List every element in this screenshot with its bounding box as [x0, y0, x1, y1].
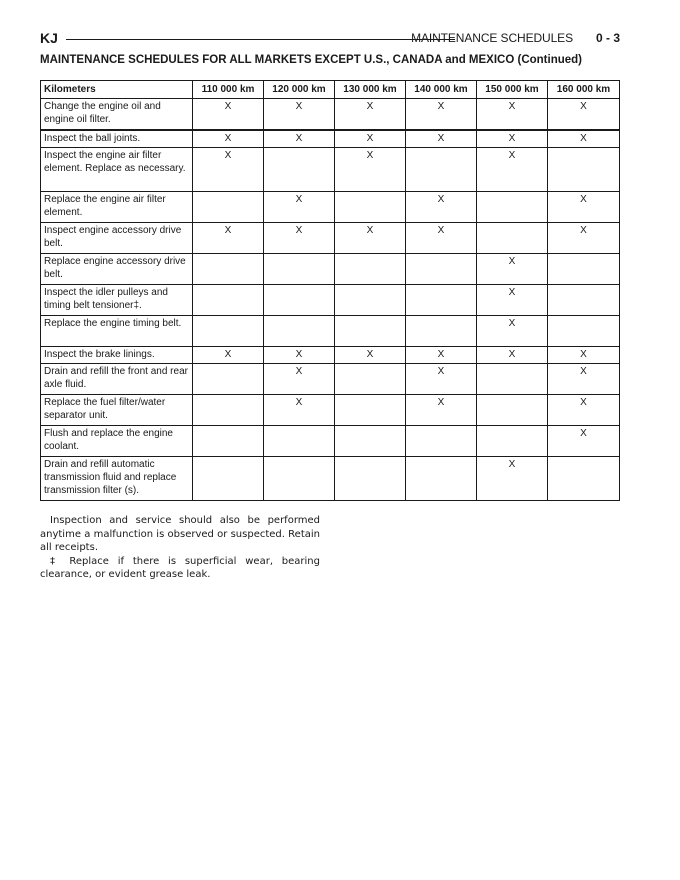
maintenance-schedule-table	[40, 80, 620, 501]
interval-mark-cell: X	[406, 222, 477, 253]
interval-mark-cell	[406, 284, 477, 315]
interval-mark-cell	[335, 253, 406, 284]
table-row	[41, 147, 620, 191]
task-cell: Replace the engine air filter element.	[41, 191, 193, 222]
column-header: 160 000 km	[548, 81, 620, 99]
interval-mark-cell	[335, 363, 406, 394]
interval-mark-cell	[335, 284, 406, 315]
table-row	[41, 363, 620, 394]
table-header-row	[41, 81, 620, 99]
table-row	[41, 425, 620, 456]
interval-mark-cell	[264, 253, 335, 284]
interval-mark-cell	[193, 394, 264, 425]
column-header: 150 000 km	[477, 81, 548, 99]
interval-mark-cell: X	[548, 363, 620, 394]
interval-mark-cell	[264, 315, 335, 346]
interval-mark-cell: X	[193, 99, 264, 130]
interval-mark-cell: X	[477, 130, 548, 148]
table-row	[41, 222, 620, 253]
interval-mark-cell: X	[193, 130, 264, 148]
column-header: 110 000 km	[193, 81, 264, 99]
interval-mark-cell: X	[406, 394, 477, 425]
schedule-title: MAINTENANCE SCHEDULES FOR ALL MARKETS EXCEPT U.S., CANADA and MEXICO (Continued)	[40, 54, 582, 66]
interval-mark-cell: X	[264, 222, 335, 253]
interval-mark-cell: X	[477, 147, 548, 191]
note-paragraph: Inspection and service should also be performed anytime a malfunction is observed or suspected. Retain all receipts.	[40, 515, 320, 553]
interval-mark-cell: X	[264, 363, 335, 394]
interval-mark-cell	[264, 425, 335, 456]
table-row	[41, 315, 620, 346]
interval-mark-cell	[193, 284, 264, 315]
interval-mark-cell: X	[477, 284, 548, 315]
interval-mark-cell	[406, 315, 477, 346]
table-row	[41, 130, 620, 148]
column-header: 140 000 km	[406, 81, 477, 99]
interval-mark-cell	[193, 456, 264, 500]
task-cell: Drain and refill the front and rear axle fluid.	[41, 363, 193, 394]
task-cell: Flush and replace the engine coolant.	[41, 425, 193, 456]
column-header: Kilometers	[41, 81, 193, 99]
interval-mark-cell: X	[477, 315, 548, 346]
interval-mark-cell: X	[335, 99, 406, 130]
interval-mark-cell: X	[477, 253, 548, 284]
page-number: 0 - 3	[595, 31, 620, 45]
interval-mark-cell	[193, 363, 264, 394]
column-header: 130 000 km	[335, 81, 406, 99]
interval-mark-cell: X	[548, 222, 620, 253]
table-row	[41, 253, 620, 284]
task-cell: Inspect engine accessory drive belt.	[41, 222, 193, 253]
interval-mark-cell	[406, 456, 477, 500]
footnote-paragraph: ‡ Replace if there is superficial wear, bearing clearance, or evident grease leak.	[40, 555, 320, 580]
task-cell: Replace the fuel filter/water separator unit.	[41, 394, 193, 425]
interval-mark-cell: X	[264, 191, 335, 222]
interval-mark-cell	[406, 147, 477, 191]
interval-mark-cell	[193, 253, 264, 284]
header-rule	[66, 39, 455, 40]
interval-mark-cell	[477, 394, 548, 425]
interval-mark-cell: X	[335, 147, 406, 191]
interval-mark-cell: X	[548, 99, 620, 130]
interval-mark-cell: X	[193, 147, 264, 191]
task-cell: Change the engine oil and engine oil filter.	[41, 99, 193, 130]
interval-mark-cell: X	[477, 346, 548, 363]
interval-mark-cell	[406, 425, 477, 456]
interval-mark-cell	[477, 363, 548, 394]
interval-mark-cell	[335, 394, 406, 425]
interval-mark-cell: X	[406, 363, 477, 394]
interval-mark-cell: X	[548, 346, 620, 363]
notes	[40, 514, 320, 582]
table-body	[41, 99, 620, 501]
interval-mark-cell: X	[406, 191, 477, 222]
interval-mark-cell: X	[264, 346, 335, 363]
interval-mark-cell	[193, 425, 264, 456]
interval-mark-cell	[193, 315, 264, 346]
interval-mark-cell	[193, 191, 264, 222]
interval-mark-cell: X	[264, 394, 335, 425]
interval-mark-cell	[335, 456, 406, 500]
interval-mark-cell: X	[548, 425, 620, 456]
interval-mark-cell: X	[264, 99, 335, 130]
task-cell: Replace engine accessory drive belt.	[41, 253, 193, 284]
interval-mark-cell	[548, 253, 620, 284]
task-cell: Replace the engine timing belt.	[41, 315, 193, 346]
interval-mark-cell: X	[264, 130, 335, 148]
interval-mark-cell	[477, 425, 548, 456]
interval-mark-cell	[264, 284, 335, 315]
interval-mark-cell	[477, 191, 548, 222]
page-header	[40, 30, 620, 50]
table-row	[41, 346, 620, 363]
interval-mark-cell: X	[477, 99, 548, 130]
interval-mark-cell	[264, 456, 335, 500]
interval-mark-cell: X	[406, 130, 477, 148]
interval-mark-cell	[335, 315, 406, 346]
interval-mark-cell: X	[335, 346, 406, 363]
table-row	[41, 191, 620, 222]
interval-mark-cell: X	[193, 222, 264, 253]
table-row	[41, 99, 620, 130]
interval-mark-cell	[335, 425, 406, 456]
interval-mark-cell	[264, 147, 335, 191]
task-cell: Drain and refill automatic transmission fluid and replace transmission filter (s).	[41, 456, 193, 500]
interval-mark-cell: X	[406, 346, 477, 363]
table-row	[41, 456, 620, 500]
interval-mark-cell	[548, 456, 620, 500]
table-row	[41, 394, 620, 425]
interval-mark-cell: X	[477, 456, 548, 500]
vehicle-code: KJ	[40, 30, 58, 46]
task-cell: Inspect the idler pulleys and timing belt tensioner‡.	[41, 284, 193, 315]
interval-mark-cell	[548, 284, 620, 315]
interval-mark-cell	[335, 191, 406, 222]
interval-mark-cell: X	[193, 346, 264, 363]
interval-mark-cell	[548, 147, 620, 191]
task-cell: Inspect the engine air filter element. Replace as necessary.	[41, 147, 193, 191]
interval-mark-cell: X	[335, 222, 406, 253]
interval-mark-cell	[548, 315, 620, 346]
task-cell: Inspect the ball joints.	[41, 130, 193, 148]
section-title: MAINTENANCE SCHEDULES	[411, 31, 573, 45]
task-cell: Inspect the brake linings.	[41, 346, 193, 363]
table-row	[41, 284, 620, 315]
interval-mark-cell: X	[335, 130, 406, 148]
interval-mark-cell	[406, 253, 477, 284]
interval-mark-cell: X	[548, 394, 620, 425]
interval-mark-cell: X	[406, 99, 477, 130]
interval-mark-cell: X	[548, 191, 620, 222]
column-header: 120 000 km	[264, 81, 335, 99]
interval-mark-cell: X	[548, 130, 620, 148]
interval-mark-cell	[477, 222, 548, 253]
